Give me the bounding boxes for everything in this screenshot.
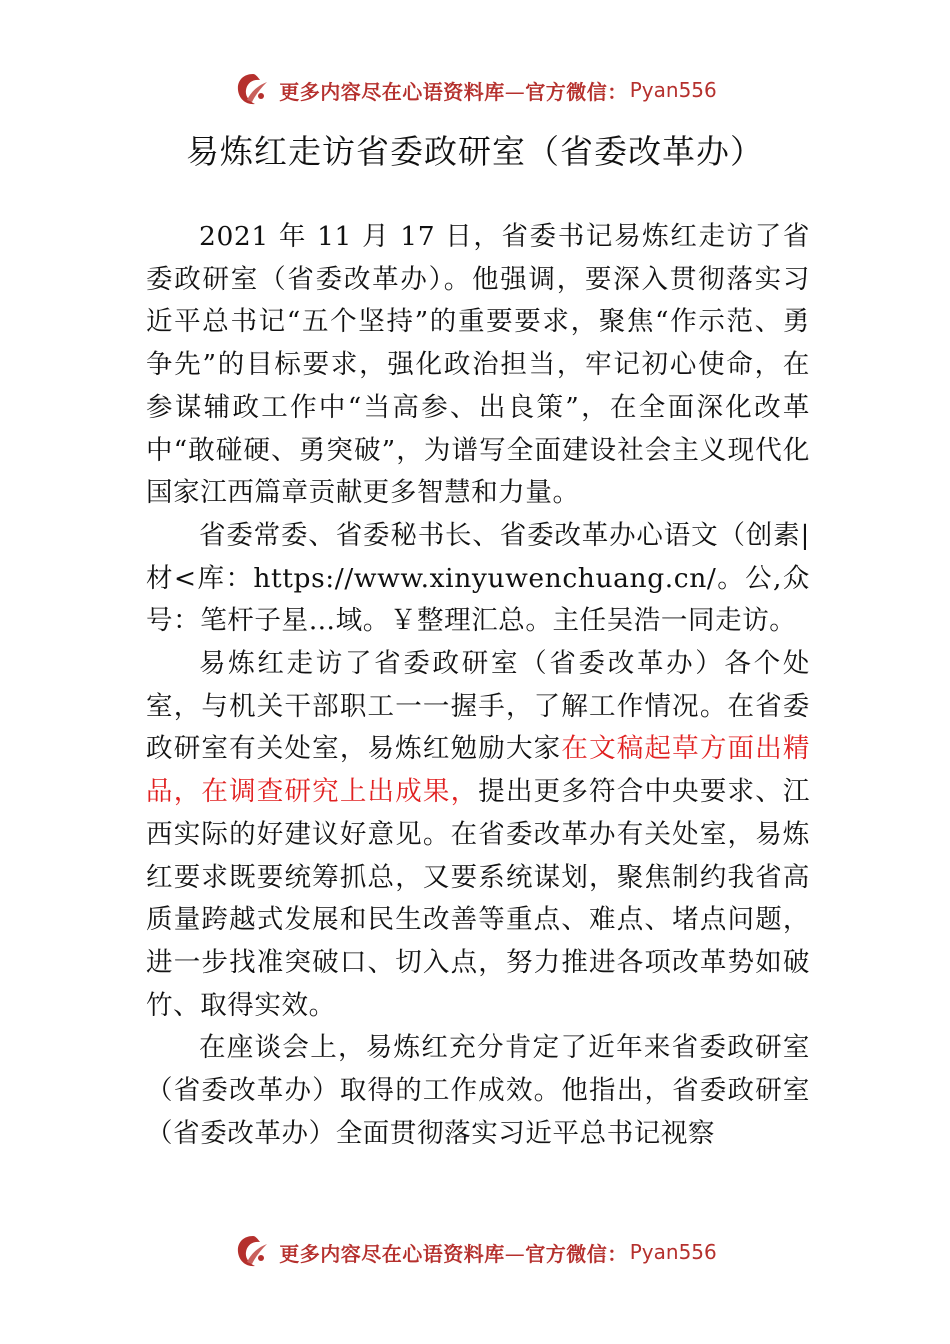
paragraph-1: 2021 年 11 月 17 日，省委书记易炼红走访了省委政研室（省委改革办）。他强调，要深入贯彻落实习近平总书记“五个坚持”的重要要求，聚焦“作示范、勇争先”的目标要求，强化政治担当，牢记初心使命，在参谋辅政工作中“当高参、出良策”，在全面深化改革中“敢碰硬、勇突破”，为谱写全面建设社会主义现代化国家江西篇章贡献更多智慧和力量。	[146, 221, 810, 509]
banner-wechat-label: 官方微信：	[525, 1241, 628, 1266]
paragraph-3	[146, 643, 810, 1027]
banner-wechat-id: Pyan556	[629, 78, 717, 102]
footer-banner	[0, 1232, 950, 1272]
document-body	[146, 216, 810, 1155]
banner-text: 更多内容尽在心语资料库	[279, 79, 505, 104]
banner-wechat-label: 官方微信：	[525, 79, 628, 104]
paragraph-2: 省委常委、省委秘书长、省委改革办心语文（创素|材<库：https://www.xinyuwenchuang.cn/。公,众号：笔杆子星…域。￥整理汇总。主任吴浩一同走访。	[146, 519, 810, 637]
paragraph-3-highlight: 在文稿起草方面出精品，在调查研究上出成果，	[146, 733, 811, 808]
document-title: 易炼红走访省委政研室（省委改革办）	[186, 132, 764, 171]
banner-text: 更多内容尽在心语资料库	[279, 1241, 505, 1266]
paragraph-3-after: 提出更多符合中央要求、江西实际的好建议好意见。在省委改革办有关处室，易炼红要求既要统筹抓总，又要系统谋划，聚焦制约我省高质量跨越式发展和民生改善等重点、难点、堵点问题，进一步找准突破口、切入点，努力推进各项改革势如破竹、取得实效。	[146, 776, 810, 1021]
banner-wechat-id: Pyan556	[629, 1240, 717, 1264]
banner-separator: —	[504, 1241, 526, 1266]
header-banner	[0, 70, 950, 110]
paragraph-3-before: 易炼红走访了省委政研室（省委改革办）各个处室，与机关干部职工一一握手，了解工作情况。在省委政研室有关处室，易炼红勉励大家	[146, 648, 810, 765]
paragraph-4: 在座谈会上，易炼红充分肯定了近年来省委政研室（省委改革办）取得的工作成效。他指出，省委政研室（省委改革办）全面贯彻落实习近平总书记视察	[146, 1032, 810, 1149]
feather-swirl-logo-icon	[233, 1232, 273, 1272]
feather-swirl-logo-icon	[233, 70, 273, 110]
banner-separator: —	[504, 79, 526, 104]
